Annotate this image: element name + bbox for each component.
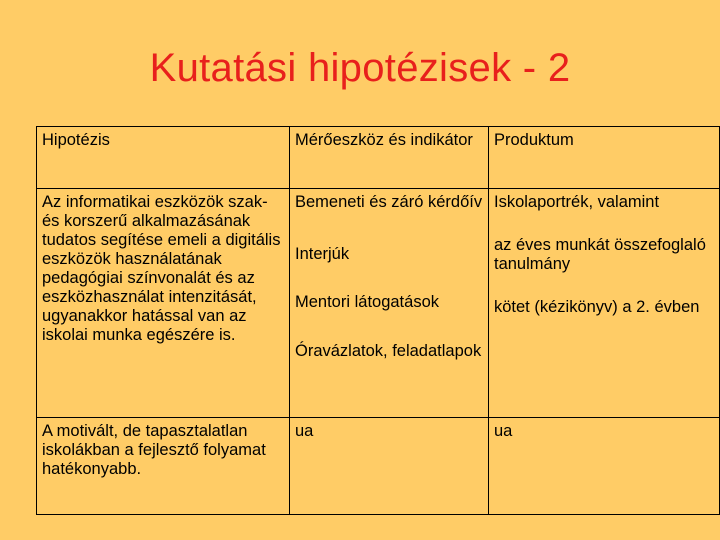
instrument-item: Mentori látogatások xyxy=(295,293,439,311)
slide-title: Kutatási hipotézisek - 2 xyxy=(149,46,571,90)
hypothesis-cell: A motivált, de tapasztalatlan iskolákban a fejlesztő folyamat hatékonyabb. xyxy=(37,418,290,515)
instrument-cell xyxy=(290,189,489,418)
hypothesis-table xyxy=(36,126,720,515)
header-cell-product: Produktum xyxy=(489,127,720,189)
instrument-item: Bemeneti és záró kérdőív xyxy=(295,193,483,211)
product-cell: ua xyxy=(489,418,720,515)
product-item: Iskolaportrék, valamint xyxy=(494,193,660,211)
instrument-item: Interjúk xyxy=(295,245,350,263)
header-cell-instrument: Mérőeszköz és indikátor xyxy=(290,127,489,189)
header-cell-hypothesis: Hipotézis xyxy=(37,127,290,189)
table-row xyxy=(37,189,720,418)
instrument-item: Óravázlatok, feladatlapok xyxy=(295,342,482,360)
table-header-row xyxy=(37,127,720,189)
product-cell xyxy=(489,189,720,418)
product-item: kötet (kézikönyv) a 2. évben xyxy=(494,298,700,316)
table-row xyxy=(37,418,720,515)
product-item: az éves munkát összefoglaló tanulmány xyxy=(494,236,706,273)
instrument-cell: ua xyxy=(290,418,489,515)
hypothesis-cell: Az informatikai eszközök szak- és korszerű alkalmazásának tudatos segítése emeli a digitális eszközök használatának pedagógiai színvonalát és az eszközhasználat intenzitását, ugyanakkor hatással van az iskolai munka egészére is. xyxy=(37,189,290,418)
